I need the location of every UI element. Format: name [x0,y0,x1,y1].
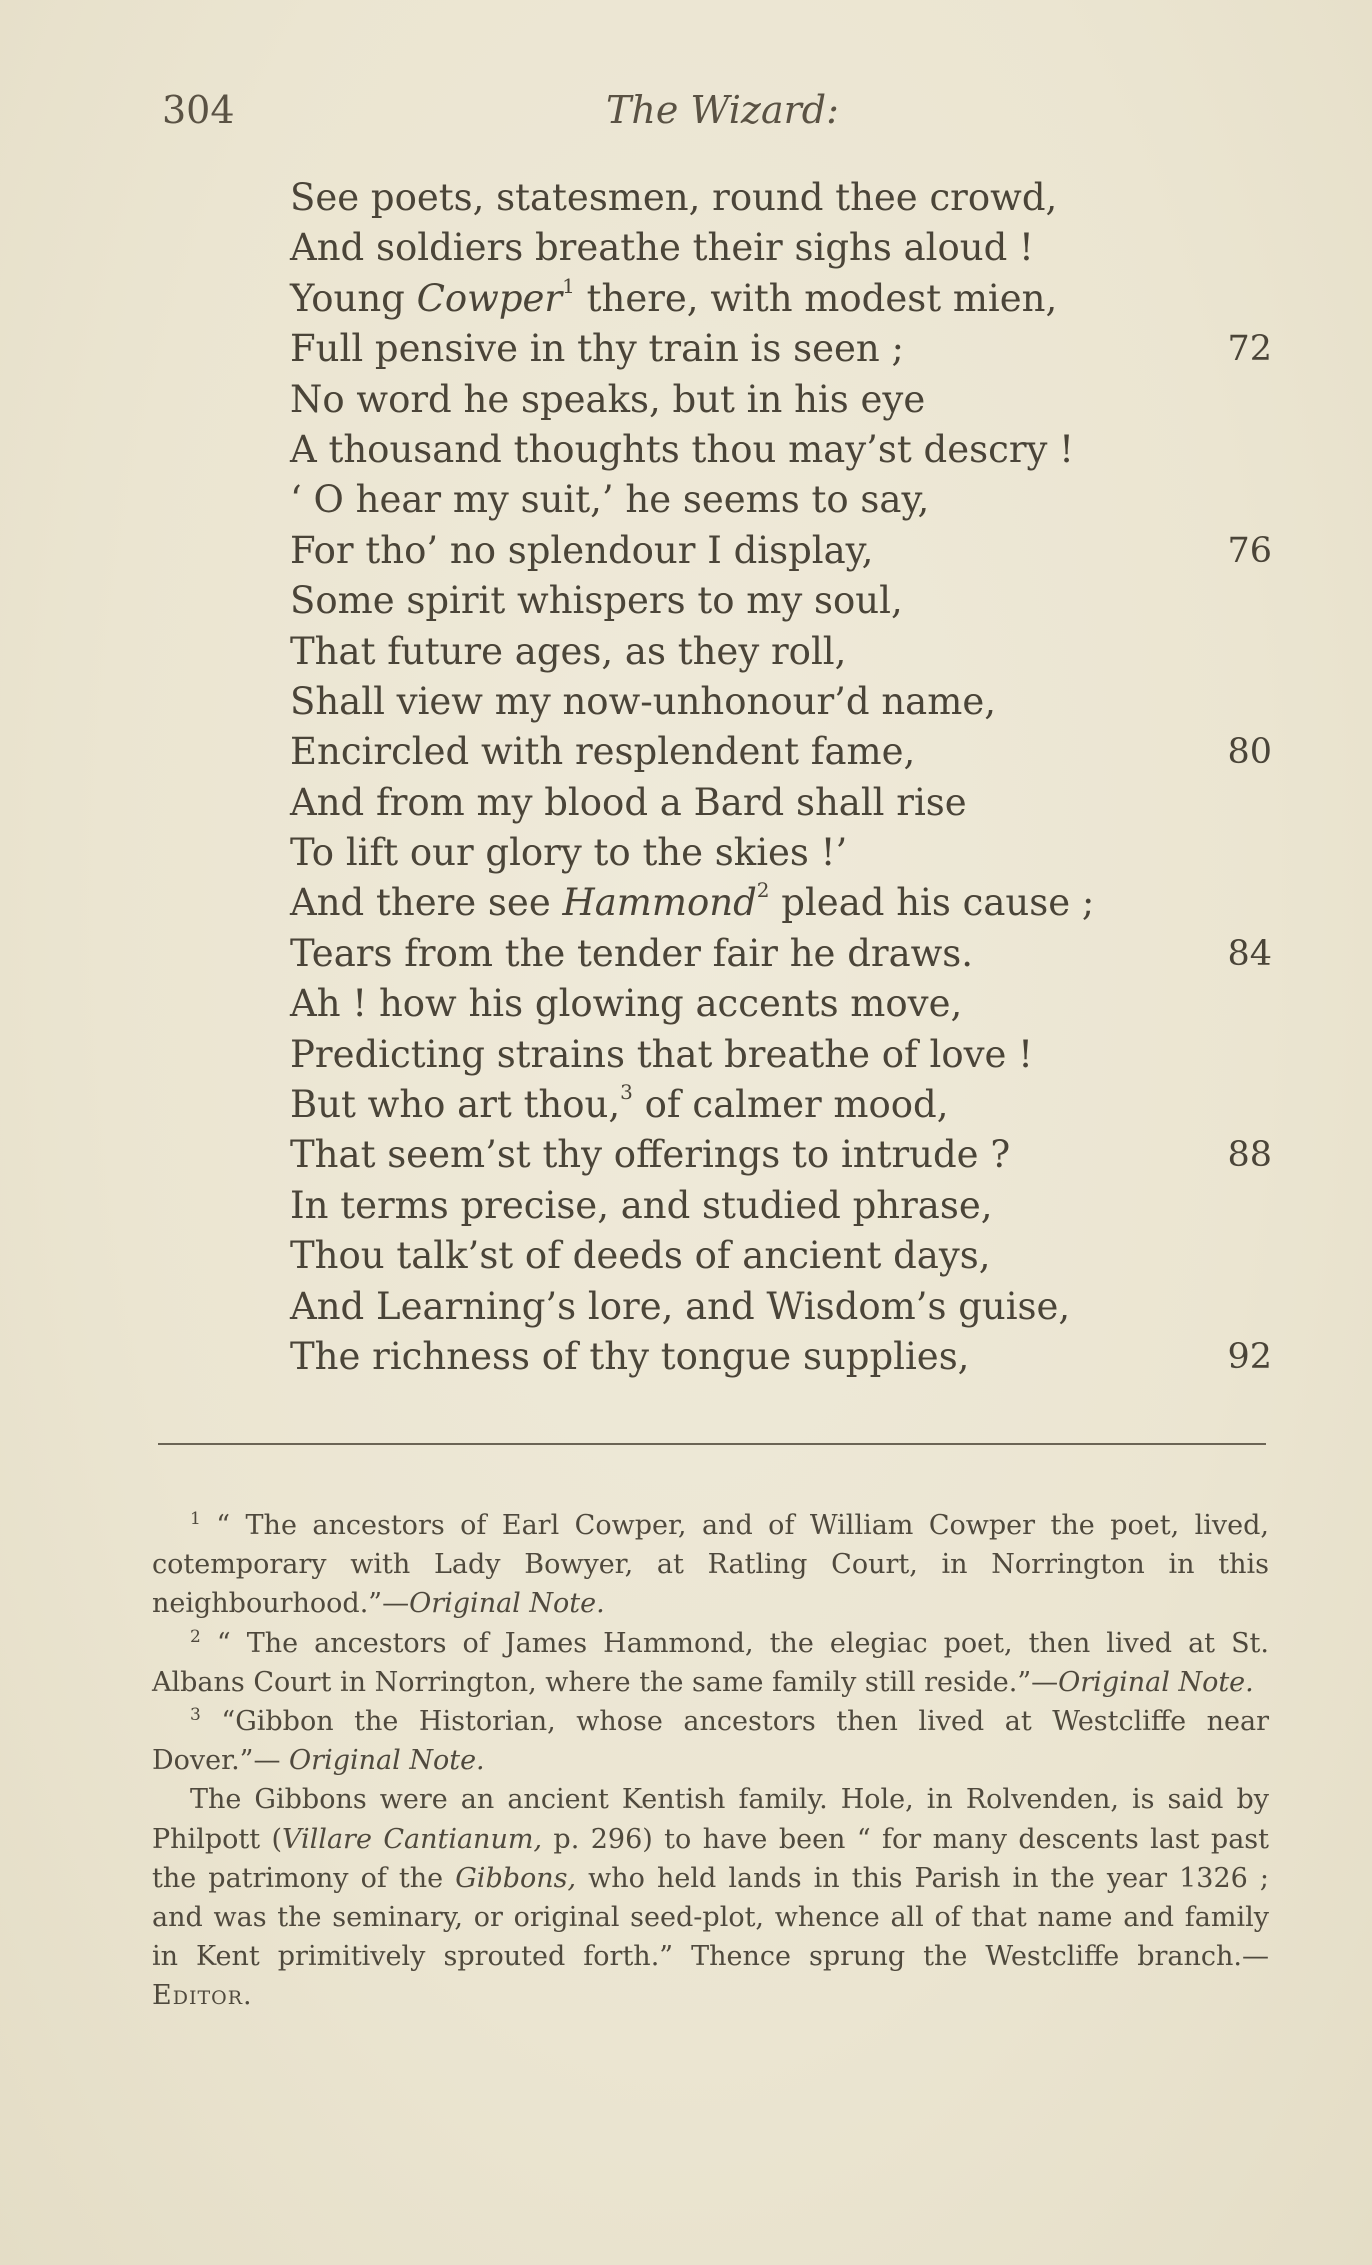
line-number: 92 [1227,1336,1272,1377]
verse-line [0,173,1372,223]
verse-text [290,627,846,677]
verse-line [0,1332,1372,1382]
verse-text [290,979,962,1029]
verse-line [0,526,1372,576]
verse-text [290,727,915,777]
verse-line [0,929,1372,979]
footnote-ref: 3 [620,1080,633,1105]
verse-line [0,223,1372,273]
verse-line [0,425,1372,475]
footnote-ref: 1 [562,273,575,298]
verse-text [290,274,1057,324]
footnote-mark: 2 [190,1626,201,1647]
footnote-rule [158,1443,1266,1445]
verse-segment: And Learning’s lore, and Wisdom’s guise, [290,1284,1071,1328]
page-header [0,88,1372,148]
verse-line [0,1231,1372,1281]
verse-segment: Encircled with resplendent fame, [290,730,916,774]
verse-text [290,929,973,979]
verse-text [290,677,996,727]
verse-segment: Young [290,276,417,320]
footnote-mark: 3 [190,1705,201,1726]
line-number: 72 [1227,329,1272,370]
verse-segment: For tho’ no splendour I display, [290,528,874,572]
verse-text [290,878,1094,928]
verse-text [290,1030,1033,1080]
verse-line [0,778,1372,828]
verse-text [290,1181,993,1231]
verse-segment: That seem’st thy offerings to intrude ? [290,1133,1011,1177]
footnote-text: “ The ancestors of James Hammond, the elegiac poet, then lived at St. Albans Court in Norrington, where the same family still reside.”— [152,1627,1269,1698]
verse-segment: Some spirit whispers to my soul, [290,579,903,623]
verse-italic: Cowper [416,276,563,320]
verse-segment: In terms precise, and studied phrase, [290,1183,993,1227]
verse-line [0,1030,1372,1080]
verse-segment: ‘ O hear my suit,’ he seems to say, [290,478,930,522]
verse-text [290,1130,1010,1180]
verse-segment: Predicting strains that breathe of love ! [290,1032,1034,1076]
verse-line [0,1181,1372,1231]
editor-note [152,1780,1269,2015]
verse-text [290,1332,969,1382]
footnote-source: Original Note. [1058,1666,1254,1698]
verse-segment: And soldiers breathe their sighs aloud ! [290,226,1034,270]
editor-note-text: p. 296) to have been “ for many descents last past the patrimony of the [152,1823,1270,1894]
verse-segment: Full pensive in thy train is seen ; [290,327,904,371]
book-title: Villare Cantianum, [282,1823,543,1855]
verse-text [290,425,1074,475]
verse-line [0,375,1372,425]
verse-text [290,1231,991,1281]
verse-line [0,576,1372,626]
line-number: 84 [1227,933,1272,974]
verse-text [290,324,904,374]
editor-note-text: who held lands in this Parish in the year 1326 ; and was the seminary, or original seed-plot, whence all of that name and family in Kent primitively sprouted forth.” Thence sprung the Westcliffe branch.— [152,1862,1270,1973]
verse-text [290,526,873,576]
verse-segment: plead his cause ; [769,881,1095,925]
footnote-ref: 2 [756,878,770,903]
verse-line [0,878,1372,928]
footnotes [152,1506,1269,2016]
verse-line [0,727,1372,777]
line-number: 76 [1227,530,1272,571]
verse-segment: Shall view my now-unhonour’d name, [290,679,996,723]
verse-text [290,375,925,425]
verse-line [0,979,1372,1029]
verse-text [290,828,847,878]
verse-segment: The richness of thy tongue supplies, [290,1334,970,1378]
verse-text [290,1080,949,1130]
footnote-mark: 1 [190,1509,201,1529]
verse-segment: there, with modest mien, [574,276,1058,320]
verse-italic: Hammond [562,881,757,925]
line-number: 88 [1227,1135,1272,1176]
verse-segment: To lift our glory to the skies !’ [290,831,848,875]
verse-text [290,223,1034,273]
footnote-2 [152,1624,1269,1702]
footnote-text: “Gibbon the Historian, whose ancestors then lived at Westcliffe near Dover.”— [152,1706,1269,1777]
verse-text [290,1282,1070,1332]
verse-text [290,173,1057,223]
verse-text [290,778,967,828]
verse-segment: of calmer mood, [632,1083,949,1127]
footnote-source: Original Note. [409,1588,605,1620]
verse-line [0,274,1372,324]
verse-line [0,1130,1372,1180]
verse-segment: See poets, statesmen, round thee crowd, [290,176,1058,219]
family-name: Gibbons, [455,1862,577,1894]
footnote-3 [152,1702,1269,1780]
verse-segment: No word he speaks, but in his eye [290,377,926,421]
verse-line [0,677,1372,727]
verse-segment: That future ages, as they roll, [290,629,847,673]
verse-line [0,1282,1372,1332]
verse-segment: Ah ! how his glowing accents move, [290,982,963,1026]
verse-line [0,475,1372,525]
verse-line [0,324,1372,374]
running-title: The Wizard: [606,88,839,132]
verse-line [0,828,1372,878]
page-number: 304 [162,88,235,132]
verse-text [290,475,929,525]
verse-line [0,627,1372,677]
editor-note-text: The Gibbons were an ancient Kentish family. Hole, in Rolvenden, is said by Philpott ( [152,1784,1269,1855]
verse-text [290,576,903,626]
footnote-source: Original Note. [289,1745,485,1777]
poem [0,173,1372,1382]
footnote-text: “ The ancestors of Earl Cowper, and of William Cowper the poet, lived, cotemporary with Lady Bowyer, at Ratling Court, in Norrington in this neighbourhood.”— [152,1510,1269,1620]
verse-segment: And from my blood a Bard shall rise [290,780,967,824]
verse-segment: But who art thou, [290,1083,621,1127]
line-number: 80 [1227,732,1272,773]
verse-line [0,1080,1372,1130]
footnote-1 [152,1506,1269,1624]
editor-signature: Editor. [152,1980,253,2012]
verse-segment: A thousand thoughts thou may’st descry ! [290,427,1075,471]
verse-segment: Tears from the tender fair he draws. [290,931,974,975]
verse-segment: Thou talk’st of deeds of ancient days, [290,1234,991,1278]
verse-segment: And there see [290,881,563,925]
